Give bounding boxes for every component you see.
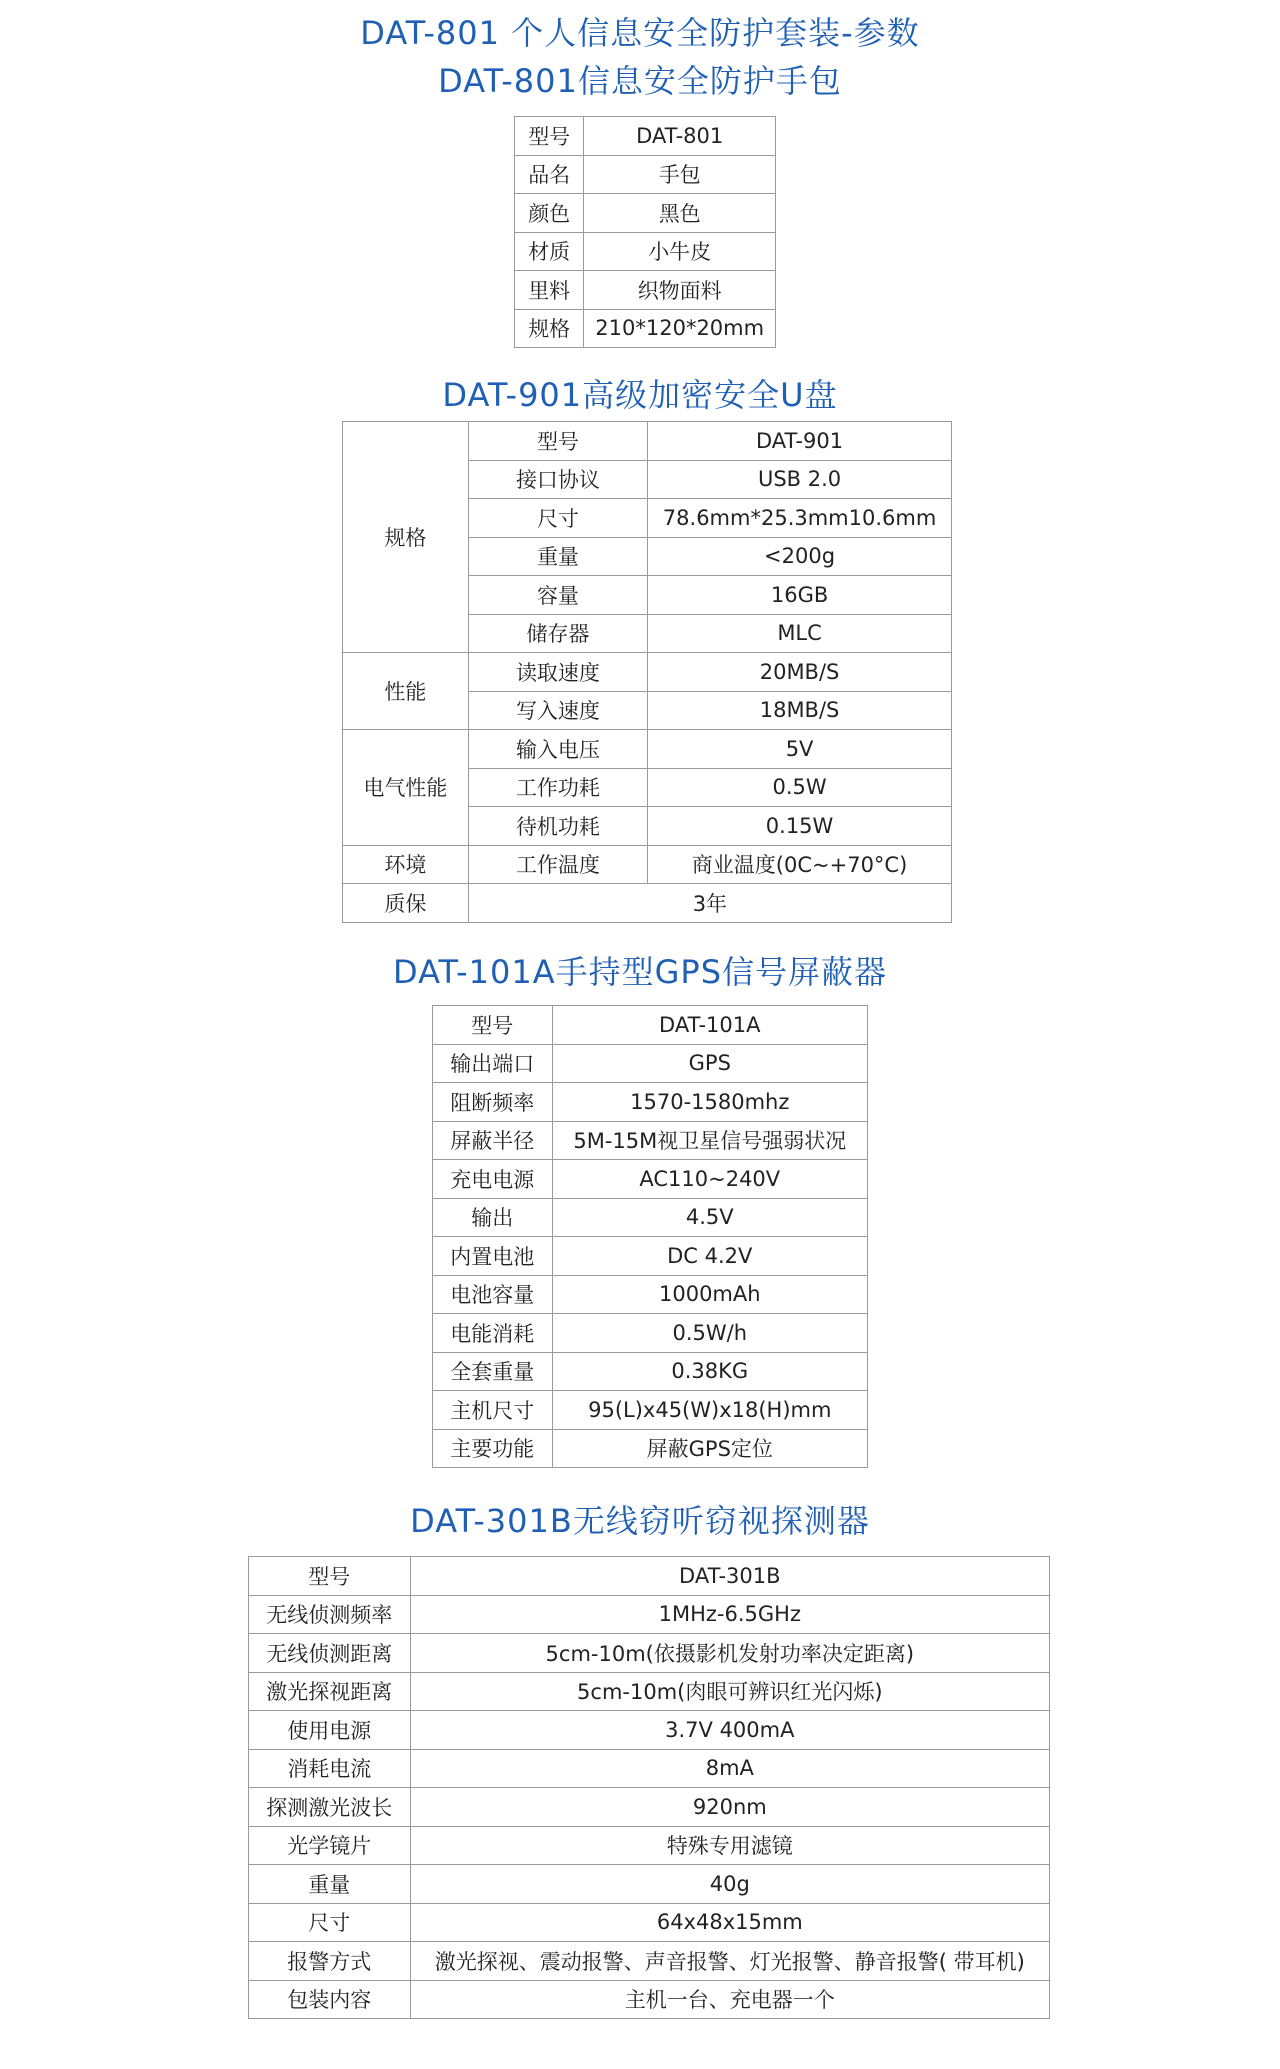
row-label: 读取速度 xyxy=(468,653,647,692)
table-row xyxy=(433,1275,868,1314)
row-value: 20MB/S xyxy=(648,653,952,692)
row-value: USB 2.0 xyxy=(648,460,952,499)
row-label: 报警方式 xyxy=(249,1942,411,1981)
group-label: 性能 xyxy=(343,653,469,730)
row-label: 屏蔽半径 xyxy=(433,1121,553,1160)
row-label: 写入速度 xyxy=(468,691,647,730)
row-value: GPS xyxy=(552,1044,867,1083)
detector-title: DAT-301B无线窃听窃视探测器 xyxy=(410,1502,870,1540)
table-row xyxy=(249,1980,1050,2019)
row-value: 8mA xyxy=(410,1749,1049,1788)
table-row xyxy=(249,1595,1050,1634)
table-row xyxy=(515,117,776,156)
row-label: 储存器 xyxy=(468,614,647,653)
handbag-title: DAT-801信息安全防护手包 xyxy=(438,62,842,100)
table-row xyxy=(515,232,776,271)
row-value: 3年 xyxy=(468,884,951,923)
row-value: 4.5V xyxy=(552,1198,867,1237)
table-row xyxy=(433,1006,868,1045)
table-row xyxy=(249,1711,1050,1750)
row-value: DAT-801 xyxy=(584,117,776,156)
row-value: 小牛皮 xyxy=(584,232,776,271)
row-label: 使用电源 xyxy=(249,1711,411,1750)
row-value: 0.5W/h xyxy=(552,1314,867,1353)
row-value: MLC xyxy=(648,614,952,653)
row-value: DAT-301B xyxy=(410,1557,1049,1596)
row-label: 光学镜片 xyxy=(249,1826,411,1865)
table-row xyxy=(433,1198,868,1237)
row-label: 探测激光波长 xyxy=(249,1788,411,1827)
row-value: DC 4.2V xyxy=(552,1237,867,1276)
table-row xyxy=(433,1160,868,1199)
row-label: 电池容量 xyxy=(433,1275,553,1314)
row-value: 1MHz-6.5GHz xyxy=(410,1595,1049,1634)
usb-title: DAT-901高级加密安全U盘 xyxy=(442,376,838,414)
row-value: 78.6mm*25.3mm10.6mm xyxy=(648,499,952,538)
row-value: 黑色 xyxy=(584,194,776,233)
row-label: 规格 xyxy=(515,309,584,348)
row-label: 充电电源 xyxy=(433,1160,553,1199)
table-row xyxy=(249,1788,1050,1827)
row-label: 工作功耗 xyxy=(468,768,647,807)
row-label: 全套重量 xyxy=(433,1352,553,1391)
usb-spec-table xyxy=(342,421,952,923)
row-value: 1570-1580mhz xyxy=(552,1083,867,1122)
row-value: 0.15W xyxy=(648,807,952,846)
table-row xyxy=(433,1391,868,1430)
row-label: 重量 xyxy=(468,537,647,576)
row-value: AC110~240V xyxy=(552,1160,867,1199)
row-value: 3.7V 400mA xyxy=(410,1711,1049,1750)
table-row xyxy=(249,1903,1050,1942)
row-value: 16GB xyxy=(648,576,952,615)
row-value: 激光探视、震动报警、声音报警、灯光报警、静音报警( 带耳机) xyxy=(410,1942,1049,1981)
table-row xyxy=(249,1634,1050,1673)
row-value: 织物面料 xyxy=(584,271,776,310)
row-value: 屏蔽GPS定位 xyxy=(552,1429,867,1468)
row-label: 里料 xyxy=(515,271,584,310)
row-label: 主要功能 xyxy=(433,1429,553,1468)
row-label: 型号 xyxy=(249,1557,411,1596)
gps-spec-table xyxy=(432,1005,868,1468)
row-value: 920nm xyxy=(410,1788,1049,1827)
row-label: 品名 xyxy=(515,155,584,194)
group-label: 电气性能 xyxy=(343,730,469,846)
row-label: 材质 xyxy=(515,232,584,271)
row-value: 0.38KG xyxy=(552,1352,867,1391)
row-value: 18MB/S xyxy=(648,691,952,730)
row-value: 40g xyxy=(410,1865,1049,1904)
row-value: 210*120*20mm xyxy=(584,309,776,348)
row-value: 商业温度(0C~+70°C) xyxy=(648,845,952,884)
page-title: DAT-801 个人信息安全防护套装-参数 xyxy=(360,14,920,52)
table-row xyxy=(433,1352,868,1391)
table-row xyxy=(249,1865,1050,1904)
detector-spec-table xyxy=(248,1556,1050,2019)
row-label: 重量 xyxy=(249,1865,411,1904)
row-value: 0.5W xyxy=(648,768,952,807)
row-value: 95(L)x45(W)x18(H)mm xyxy=(552,1391,867,1430)
row-value: DAT-101A xyxy=(552,1006,867,1045)
table-row xyxy=(433,1044,868,1083)
table-row xyxy=(433,1237,868,1276)
table-row xyxy=(249,1557,1050,1596)
row-value: 特殊专用滤镜 xyxy=(410,1826,1049,1865)
table-row xyxy=(343,422,952,461)
row-label: 电能消耗 xyxy=(433,1314,553,1353)
row-label: 内置电池 xyxy=(433,1237,553,1276)
row-value: 5cm-10m(依摄影机发射功率决定距离) xyxy=(410,1634,1049,1673)
row-value: 5V xyxy=(648,730,952,769)
row-label: 尺寸 xyxy=(468,499,647,538)
table-row xyxy=(433,1429,868,1468)
row-value: 5cm-10m(肉眼可辨识红光闪烁) xyxy=(410,1672,1049,1711)
gps-title: DAT-101A手持型GPS信号屏蔽器 xyxy=(392,953,888,991)
row-label: 型号 xyxy=(433,1006,553,1045)
row-label: 输出端口 xyxy=(433,1044,553,1083)
table-row xyxy=(433,1121,868,1160)
row-label: 无线侦测距离 xyxy=(249,1634,411,1673)
row-label: 输入电压 xyxy=(468,730,647,769)
row-value: 1000mAh xyxy=(552,1275,867,1314)
table-row xyxy=(249,1826,1050,1865)
table-row xyxy=(343,884,952,923)
row-value: DAT-901 xyxy=(648,422,952,461)
row-value: 主机一台、充电器一个 xyxy=(410,1980,1049,2019)
group-label: 质保 xyxy=(343,884,469,923)
table-row xyxy=(515,194,776,233)
row-label: 容量 xyxy=(468,576,647,615)
row-label: 工作温度 xyxy=(468,845,647,884)
table-row xyxy=(433,1314,868,1353)
row-value: 手包 xyxy=(584,155,776,194)
row-label: 待机功耗 xyxy=(468,807,647,846)
row-label: 无线侦测频率 xyxy=(249,1595,411,1634)
table-row xyxy=(433,1083,868,1122)
row-value: 64x48x15mm xyxy=(410,1903,1049,1942)
table-row xyxy=(343,653,952,692)
row-label: 接口协议 xyxy=(468,460,647,499)
table-row xyxy=(249,1749,1050,1788)
row-label: 输出 xyxy=(433,1198,553,1237)
row-label: 包装内容 xyxy=(249,1980,411,2019)
group-label: 规格 xyxy=(343,422,469,653)
row-label: 颜色 xyxy=(515,194,584,233)
table-row xyxy=(515,271,776,310)
row-label: 型号 xyxy=(468,422,647,461)
table-row xyxy=(343,730,952,769)
row-label: 消耗电流 xyxy=(249,1749,411,1788)
table-row xyxy=(249,1942,1050,1981)
row-label: 主机尺寸 xyxy=(433,1391,553,1430)
table-row xyxy=(515,155,776,194)
table-row xyxy=(249,1672,1050,1711)
row-value: <200g xyxy=(648,537,952,576)
row-label: 尺寸 xyxy=(249,1903,411,1942)
row-label: 激光探视距离 xyxy=(249,1672,411,1711)
row-label: 型号 xyxy=(515,117,584,156)
table-row xyxy=(515,309,776,348)
group-label: 环境 xyxy=(343,845,469,884)
handbag-spec-table xyxy=(514,116,776,348)
table-row xyxy=(343,845,952,884)
row-value: 5M-15M视卫星信号强弱状况 xyxy=(552,1121,867,1160)
row-label: 阻断频率 xyxy=(433,1083,553,1122)
